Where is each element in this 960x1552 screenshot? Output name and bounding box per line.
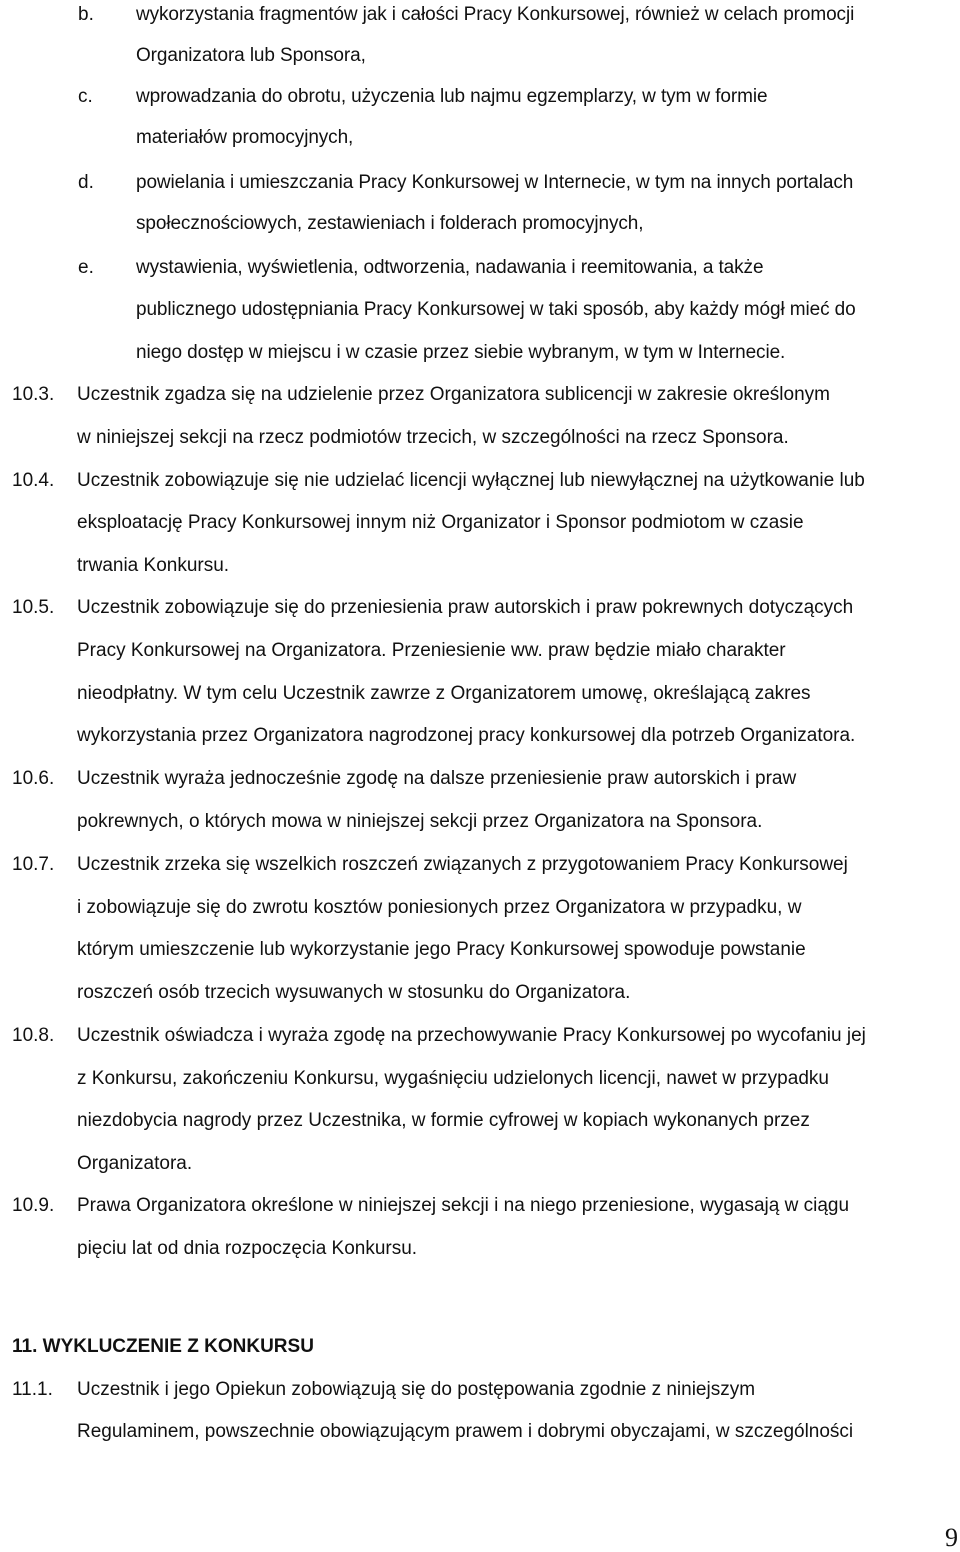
clause-number: 11.1.: [12, 1379, 53, 1400]
clause-line: Uczestnik zobowiązuje się nie udzielać licencji wyłącznej lub niewyłącznej na użytkowanie lub: [77, 470, 865, 491]
clause-line: Regulaminem, powszechnie obowiązującym prawem i dobrymi obyczajami, w szczególności: [77, 1421, 854, 1442]
clause-number: 10.6.: [12, 768, 55, 789]
clause-line: Uczestnik zrzeka się wszelkich roszczeń związanych z przygotowaniem Pracy Konkursowej: [77, 854, 848, 875]
sub-item-line: niego dostęp w miejscu i w czasie przez siebie wybranym, w tym w Internecie.: [136, 342, 786, 363]
sub-item-line: publicznego udostępniania Pracy Konkursowej w taki sposób, aby każdy mógł mieć do: [136, 299, 856, 320]
clause-line: trwania Konkursu.: [77, 555, 230, 576]
sub-item-line: powielania i umieszczania Pracy Konkursowej w Internecie, w tym na innych portalach: [136, 172, 854, 193]
sub-item-line: Organizatora lub Sponsora,: [136, 45, 366, 66]
clause-number: 10.8.: [12, 1025, 55, 1046]
clause-number: 10.4.: [12, 470, 55, 491]
clause-line: wykorzystania przez Organizatora nagrodzonej pracy konkursowej dla potrzeb Organizatora.: [77, 725, 856, 746]
clause-line: eksploatację Pracy Konkursowej innym niż Organizator i Sponsor podmiotom w czasie: [77, 512, 804, 533]
clause-line: Uczestnik oświadcza i wyraża zgodę na przechowywanie Pracy Konkursowej po wycofaniu jej: [77, 1025, 866, 1046]
clause-line: Prawa Organizatora określone w niniejszej sekcji i na niego przeniesione, wygasają w ciągu: [77, 1195, 850, 1216]
clause-number: 10.5.: [12, 597, 55, 618]
clause-number: 10.7.: [12, 854, 55, 875]
clause-line: nieodpłatny. W tym celu Uczestnik zawrze z Organizatorem umowę, określającą zakres: [77, 683, 811, 704]
clause-line: Uczestnik zgadza się na udzielenie przez Organizatora sublicencji w zakresie określonym: [77, 384, 830, 405]
clause-line: niezdobycia nagrody przez Uczestnika, w formie cyfrowej w kopiach wykonanych przez: [77, 1110, 810, 1131]
clause-line: Organizatora.: [77, 1153, 193, 1174]
clause-line: roszczeń osób trzecich wysuwanych w stosunku do Organizatora.: [77, 982, 631, 1003]
clause-line: i zobowiązuje się do zwrotu kosztów poniesionych przez Organizatora w przypadku, w: [77, 897, 802, 918]
clause-line: Pracy Konkursowej na Organizatora. Przeniesienie ww. praw będzie miało charakter: [77, 640, 786, 661]
sub-item-label: d.: [78, 172, 94, 193]
clause-number: 10.9.: [12, 1195, 55, 1216]
sub-item-label: c.: [78, 86, 93, 107]
clause-line: w niniejszej sekcji na rzecz podmiotów trzecich, w szczególności na rzecz Sponsora.: [77, 427, 789, 448]
page-number: 9: [945, 1523, 958, 1552]
sub-item-label: e.: [78, 257, 94, 278]
sub-item-line: materiałów promocyjnych,: [136, 127, 354, 148]
clause-line: Uczestnik wyraża jednocześnie zgodę na dalsze przeniesienie praw autorskich i praw: [77, 768, 797, 789]
clause-line: Uczestnik i jego Opiekun zobowiązują się do postępowania zgodnie z niniejszym: [77, 1379, 756, 1400]
sub-item-line: wystawienia, wyświetlenia, odtworzenia, nadawania i reemitowania, a także: [136, 257, 764, 278]
sub-item-label: b.: [78, 4, 94, 25]
clause-line: którym umieszczenie lub wykorzystanie jego Pracy Konkursowej spowoduje powstanie: [77, 939, 806, 960]
clause-line: z Konkursu, zakończeniu Konkursu, wygaśnięciu udzielonych licencji, nawet w przypadku: [77, 1068, 829, 1089]
clause-line: Uczestnik zobowiązuje się do przeniesienia praw autorskich i praw pokrewnych dotyczących: [77, 597, 854, 618]
sub-item-line: wykorzystania fragmentów jak i całości Pracy Konkursowej, również w celach promocji: [136, 4, 855, 25]
clause-line: pięciu lat od dnia rozpoczęcia Konkursu.: [77, 1238, 418, 1259]
sub-item-line: społecznościowych, zestawieniach i folderach promocyjnych,: [136, 213, 644, 234]
section-heading: 11. WYKLUCZENIE Z KONKURSU: [12, 1336, 314, 1357]
clause-line: pokrewnych, o których mowa w niniejszej sekcji przez Organizatora na Sponsora.: [77, 811, 763, 832]
clause-number: 10.3.: [12, 384, 55, 405]
sub-item-line: wprowadzania do obrotu, użyczenia lub najmu egzemplarzy, w tym w formie: [136, 86, 768, 107]
